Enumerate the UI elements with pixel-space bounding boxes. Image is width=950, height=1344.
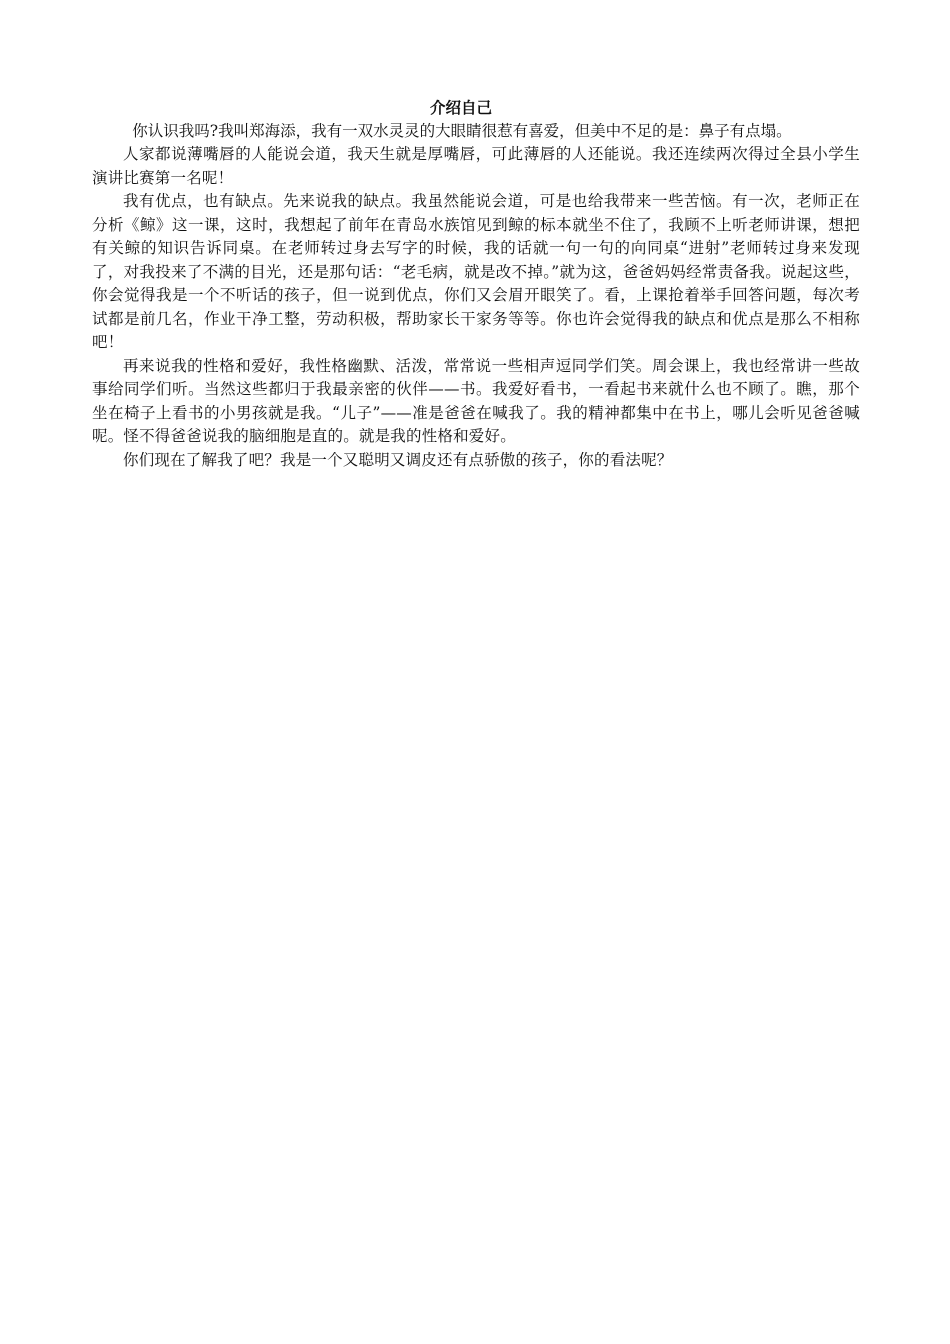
paragraph-personality-hobbies: 再来说我的性格和爱好，我性格幽默、活泼，常常说一些相声逗同学们笑。周会课上，我也经常讲一些故事给同学们听。当然这些都归于我最亲密的伙伴——书。我爱好看书，一看起书来就什么也不顾了。瞧，那个坐在椅子上看书的小男孩就是我。“儿子”——准是爸爸在喊我了。我的精神都集中在书上，哪儿会听见爸爸喊呢。怪不得爸爸说我的脑细胞是直的。就是我的性格和爱好。 (92, 356, 860, 445)
paragraph-lips: 人家都说薄嘴唇的人能说会道，我天生就是厚嘴唇，可此薄唇的人还能说。我还连续两次得过全县小学生演讲比赛第一名呢！ (92, 145, 860, 187)
document-page (92, 96, 860, 472)
paragraph-intro: 你认识我吗?我叫郑海添，我有一双水灵灵的大眼睛很惹有喜爱，但美中不足的是：鼻子有点塌。 (132, 121, 792, 140)
paragraph-strengths-weaknesses: 我有优点，也有缺点。先来说我的缺点。我虽然能说会道，可是也给我带来一些苦恼。有一次，老师正在分析《鲸》这一课，这时，我想起了前年在青岛水族馆见到鲸的标本就坐不住了，我顾不上听老师讲课，想把有关鲸的知识告诉同桌。在老师转过身去写字的时候，我的话就一句一句的向同桌“进射”老师转过身来发现了，对我投来了不满的目光，还是那句话：“老毛病，就是改不掉。”就为这，爸爸妈妈经常责备我。说起这些，你会觉得我是一个不听话的孩子，但一说到优点，你们又会眉开眼笑了。看，上课抢着举手回答问题，每次考试都是前几名，作业干净工整，劳动积极，帮助家长干家务等等。你也许会觉得我的缺点和优点是那么不相称吧！ (92, 192, 860, 351)
document-title: 介绍自己 (429, 98, 492, 117)
paragraph-conclusion: 你们现在了解我了吧？我是一个又聪明又调皮还有点骄傲的孩子，你的看法呢？ (123, 450, 673, 469)
